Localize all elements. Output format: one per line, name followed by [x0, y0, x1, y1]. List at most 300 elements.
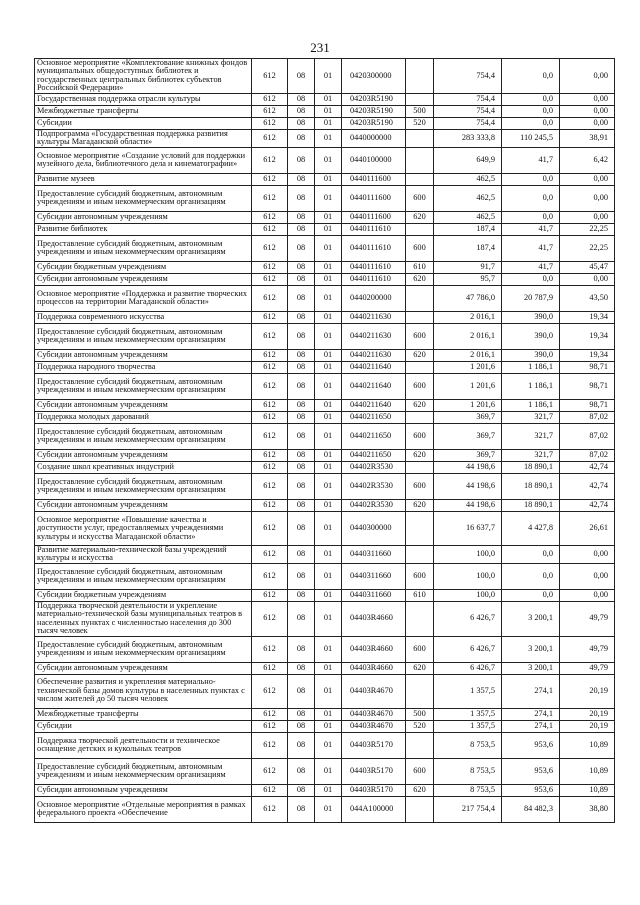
row-execution-percent: 38,80: [560, 796, 615, 822]
row-planned-amount: 44 198,6: [434, 473, 502, 499]
row-subsection-code: 01: [315, 499, 342, 511]
row-section-code: 08: [288, 349, 315, 361]
row-section-code: 08: [288, 211, 315, 223]
row-target-code: 0440211650: [342, 449, 406, 461]
row-planned-amount: 1 357,5: [434, 720, 502, 732]
row-execution-percent: 10,89: [560, 758, 615, 784]
row-section-code: 08: [288, 499, 315, 511]
row-ministry-code: 612: [252, 449, 288, 461]
table-row: [35, 211, 615, 223]
row-execution-percent: 0,00: [560, 273, 615, 285]
row-executed-amount: 0,0: [502, 173, 560, 185]
row-subsection-code: 01: [315, 662, 342, 674]
row-execution-percent: 0,00: [560, 563, 615, 589]
row-name: Предоставление субсидий бюджетным, автономным учреждениям и иным некоммерческим организациям: [35, 373, 252, 399]
row-executed-amount: 18 890,1: [502, 499, 560, 511]
row-target-code: 04203R5190: [342, 117, 406, 129]
row-name: Предоставление субсидий бюджетным, автономным учреждениям и иным некоммерческим организациям: [35, 185, 252, 211]
row-execution-percent: 0,00: [560, 173, 615, 185]
row-subsection-code: 01: [315, 411, 342, 423]
row-planned-amount: 6 426,7: [434, 601, 502, 636]
row-ministry-code: 612: [252, 129, 288, 147]
row-ministry-code: 612: [252, 361, 288, 373]
row-name: Поддержка современного искусства: [35, 311, 252, 323]
row-execution-percent: 10,89: [560, 784, 615, 796]
row-name: Основное мероприятие «Повышение качества и доступности услуг, предоставляемых учреждениями культуры и искусства Магаданской области»: [35, 511, 252, 545]
row-name: Субсидии бюджетным учреждениям: [35, 261, 252, 273]
row-name: Предоставление субсидий бюджетным, автономным учреждениям и иным некоммерческим организациям: [35, 423, 252, 449]
row-expense-type: [406, 411, 434, 423]
row-executed-amount: 1 186,1: [502, 373, 560, 399]
row-ministry-code: 612: [252, 235, 288, 261]
row-executed-amount: 41,7: [502, 223, 560, 235]
row-subsection-code: 01: [315, 223, 342, 235]
row-section-code: 08: [288, 117, 315, 129]
row-execution-percent: 45,47: [560, 261, 615, 273]
row-subsection-code: 01: [315, 758, 342, 784]
table-row: [35, 674, 615, 708]
row-executed-amount: 321,7: [502, 411, 560, 423]
row-planned-amount: 283 333,8: [434, 129, 502, 147]
row-section-code: 08: [288, 449, 315, 461]
row-planned-amount: 369,7: [434, 449, 502, 461]
row-executed-amount: 0,0: [502, 545, 560, 563]
row-subsection-code: 01: [315, 461, 342, 473]
row-executed-amount: 3 200,1: [502, 601, 560, 636]
row-target-code: 0440100000: [342, 147, 406, 173]
row-expense-type: 600: [406, 473, 434, 499]
row-name: Субсидии автономным учреждениям: [35, 784, 252, 796]
row-section-code: 08: [288, 473, 315, 499]
row-planned-amount: 8 753,5: [434, 758, 502, 784]
row-name: Субсидии автономным учреждениям: [35, 449, 252, 461]
row-executed-amount: 274,1: [502, 720, 560, 732]
row-section-code: 08: [288, 589, 315, 601]
row-ministry-code: 612: [252, 273, 288, 285]
row-execution-percent: 42,74: [560, 473, 615, 499]
row-ministry-code: 612: [252, 223, 288, 235]
row-target-code: 0440111600: [342, 211, 406, 223]
row-execution-percent: 6,42: [560, 147, 615, 173]
row-execution-percent: 0,00: [560, 117, 615, 129]
row-executed-amount: 0,0: [502, 185, 560, 211]
row-execution-percent: 0,00: [560, 589, 615, 601]
row-section-code: 08: [288, 373, 315, 399]
row-expense-type: [406, 361, 434, 373]
row-subsection-code: 01: [315, 323, 342, 349]
row-executed-amount: 0,0: [502, 563, 560, 589]
row-name: Поддержка народного творчества: [35, 361, 252, 373]
row-target-code: 04203R5190: [342, 105, 406, 117]
row-subsection-code: 01: [315, 473, 342, 499]
row-expense-type: [406, 601, 434, 636]
row-expense-type: 620: [406, 349, 434, 361]
row-target-code: 0440211640: [342, 361, 406, 373]
row-execution-percent: 22,25: [560, 223, 615, 235]
row-executed-amount: 4 427,8: [502, 511, 560, 545]
row-name: Поддержка творческой деятельности и укрепление материально-технической базы муниципальных театров в населенных пунктах с численностью населения до 300 тысяч человек: [35, 601, 252, 636]
row-planned-amount: 1 201,6: [434, 373, 502, 399]
row-section-code: 08: [288, 636, 315, 662]
row-section-code: 08: [288, 563, 315, 589]
row-target-code: 04403R4660: [342, 601, 406, 636]
row-subsection-code: 01: [315, 732, 342, 758]
row-subsection-code: 01: [315, 784, 342, 796]
row-section-code: 08: [288, 708, 315, 720]
row-executed-amount: 0,0: [502, 93, 560, 105]
row-execution-percent: 43,50: [560, 285, 615, 311]
table-row: [35, 784, 615, 796]
row-target-code: 0440111600: [342, 173, 406, 185]
row-name: Субсидии автономным учреждениям: [35, 273, 252, 285]
row-subsection-code: 01: [315, 399, 342, 411]
row-target-code: 0440211650: [342, 423, 406, 449]
row-expense-type: 600: [406, 636, 434, 662]
row-expense-type: [406, 511, 434, 545]
row-executed-amount: 0,0: [502, 211, 560, 223]
row-execution-percent: 49,79: [560, 636, 615, 662]
row-ministry-code: 612: [252, 261, 288, 273]
row-planned-amount: 754,4: [434, 105, 502, 117]
row-target-code: 0440111610: [342, 273, 406, 285]
row-planned-amount: 754,4: [434, 59, 502, 94]
row-target-code: 04403R4670: [342, 708, 406, 720]
row-section-code: 08: [288, 461, 315, 473]
row-name: Предоставление субсидий бюджетным, автономным учреждениям и иным некоммерческим организациям: [35, 758, 252, 784]
row-planned-amount: 369,7: [434, 411, 502, 423]
row-ministry-code: 612: [252, 311, 288, 323]
row-ministry-code: 612: [252, 511, 288, 545]
table-row: [35, 185, 615, 211]
row-target-code: 0440211630: [342, 311, 406, 323]
row-section-code: 08: [288, 758, 315, 784]
row-expense-type: 600: [406, 758, 434, 784]
row-name: Субсидии автономным учреждениям: [35, 211, 252, 223]
row-section-code: 08: [288, 720, 315, 732]
row-section-code: 08: [288, 601, 315, 636]
table-row: [35, 235, 615, 261]
row-expense-type: 520: [406, 117, 434, 129]
row-execution-percent: 20,19: [560, 674, 615, 708]
table-row: [35, 173, 615, 185]
table-row: [35, 223, 615, 235]
row-target-code: 04402R3530: [342, 461, 406, 473]
row-section-code: 08: [288, 285, 315, 311]
row-expense-type: 600: [406, 185, 434, 211]
row-executed-amount: 41,7: [502, 261, 560, 273]
row-expense-type: 620: [406, 399, 434, 411]
row-planned-amount: 1 357,5: [434, 708, 502, 720]
row-name: Межбюджетные трансферты: [35, 708, 252, 720]
row-ministry-code: 612: [252, 708, 288, 720]
table-row: [35, 563, 615, 589]
row-planned-amount: 649,9: [434, 147, 502, 173]
row-target-code: 04203R5190: [342, 93, 406, 105]
row-subsection-code: 01: [315, 147, 342, 173]
row-execution-percent: 42,74: [560, 461, 615, 473]
row-execution-percent: 98,71: [560, 373, 615, 399]
row-execution-percent: 87,02: [560, 423, 615, 449]
table-row: [35, 411, 615, 423]
row-target-code: 04403R5170: [342, 732, 406, 758]
table-row: [35, 323, 615, 349]
row-executed-amount: 953,6: [502, 784, 560, 796]
row-expense-type: [406, 59, 434, 94]
row-execution-percent: 20,19: [560, 708, 615, 720]
row-expense-type: 620: [406, 499, 434, 511]
row-name: Создание школ креативных индустрий: [35, 461, 252, 473]
row-target-code: 0440211640: [342, 373, 406, 399]
row-planned-amount: 1 357,5: [434, 674, 502, 708]
row-execution-percent: 38,91: [560, 129, 615, 147]
row-ministry-code: 612: [252, 758, 288, 784]
row-ministry-code: 612: [252, 636, 288, 662]
row-planned-amount: 1 201,6: [434, 361, 502, 373]
row-name: Подпрограмма «Государственная поддержка развития культуры Магаданской области»: [35, 129, 252, 147]
row-section-code: 08: [288, 273, 315, 285]
row-execution-percent: 0,00: [560, 59, 615, 94]
row-subsection-code: 01: [315, 311, 342, 323]
row-target-code: 0440000000: [342, 129, 406, 147]
row-planned-amount: 95,7: [434, 273, 502, 285]
row-subsection-code: 01: [315, 636, 342, 662]
row-subsection-code: 01: [315, 449, 342, 461]
row-name: Основное мероприятие «Создание условий для поддержки музейного дела, библиотечного дела и кинематографии»: [35, 147, 252, 173]
row-name: Государственная поддержка отрасли культуры: [35, 93, 252, 105]
page-number: 231: [310, 40, 330, 55]
row-expense-type: [406, 129, 434, 147]
row-planned-amount: 91,7: [434, 261, 502, 273]
row-subsection-code: 01: [315, 423, 342, 449]
table-row: [35, 449, 615, 461]
row-section-code: 08: [288, 223, 315, 235]
row-section-code: 08: [288, 411, 315, 423]
row-section-code: 08: [288, 399, 315, 411]
row-target-code: 04403R4670: [342, 720, 406, 732]
row-subsection-code: 01: [315, 93, 342, 105]
row-planned-amount: 2 016,1: [434, 323, 502, 349]
row-section-code: 08: [288, 796, 315, 822]
row-subsection-code: 01: [315, 285, 342, 311]
row-planned-amount: 100,0: [434, 589, 502, 601]
row-ministry-code: 612: [252, 147, 288, 173]
row-target-code: 0440300000: [342, 511, 406, 545]
row-expense-type: 620: [406, 784, 434, 796]
row-name: Предоставление субсидий бюджетным, автономным учреждениям и иным некоммерческим организациям: [35, 323, 252, 349]
row-expense-type: 520: [406, 720, 434, 732]
row-name: Предоставление субсидий бюджетным, автономным учреждениям и иным некоммерческим организациям: [35, 473, 252, 499]
row-expense-type: [406, 461, 434, 473]
row-expense-type: 620: [406, 211, 434, 223]
row-section-code: 08: [288, 147, 315, 173]
row-target-code: 0440111610: [342, 223, 406, 235]
row-executed-amount: 41,7: [502, 235, 560, 261]
table-row: [35, 708, 615, 720]
row-planned-amount: 6 426,7: [434, 662, 502, 674]
row-expense-type: 610: [406, 261, 434, 273]
row-section-code: 08: [288, 361, 315, 373]
row-planned-amount: 369,7: [434, 423, 502, 449]
row-subsection-code: 01: [315, 361, 342, 373]
table-row: [35, 93, 615, 105]
row-subsection-code: 01: [315, 563, 342, 589]
row-target-code: 04403R4660: [342, 662, 406, 674]
table-row: [35, 473, 615, 499]
row-expense-type: 600: [406, 373, 434, 399]
row-name: Основное мероприятие «Комплектование книжных фондов муниципальных общедоступных библиотек и государственных центральных библиотек субъектов Российской Федерации»: [35, 59, 252, 94]
table-row: [35, 105, 615, 117]
row-execution-percent: 87,02: [560, 411, 615, 423]
row-target-code: 0440111600: [342, 185, 406, 211]
row-subsection-code: 01: [315, 511, 342, 545]
row-ministry-code: 612: [252, 349, 288, 361]
row-expense-type: 500: [406, 708, 434, 720]
table-row: [35, 59, 615, 94]
row-executed-amount: 18 890,1: [502, 473, 560, 499]
row-name: Субсидии: [35, 117, 252, 129]
table-row: [35, 720, 615, 732]
row-name: Поддержка творческой деятельности и техническое оснащение детских и кукольных театров: [35, 732, 252, 758]
row-subsection-code: 01: [315, 545, 342, 563]
row-execution-percent: 0,00: [560, 185, 615, 211]
row-ministry-code: 612: [252, 323, 288, 349]
row-name: Субсидии: [35, 720, 252, 732]
table-row: [35, 399, 615, 411]
row-ministry-code: 612: [252, 784, 288, 796]
row-planned-amount: 754,4: [434, 93, 502, 105]
row-executed-amount: 0,0: [502, 273, 560, 285]
row-ministry-code: 612: [252, 173, 288, 185]
row-target-code: 0440311660: [342, 563, 406, 589]
row-subsection-code: 01: [315, 261, 342, 273]
table-row: [35, 758, 615, 784]
row-execution-percent: 19,34: [560, 349, 615, 361]
row-name: Предоставление субсидий бюджетным, автономным учреждениям и иным некоммерческим организациям: [35, 235, 252, 261]
row-name: Основное мероприятие «Поддержка и развитие творческих процессов на территории Магаданской области»: [35, 285, 252, 311]
table-row: [35, 589, 615, 601]
row-expense-type: [406, 796, 434, 822]
row-ministry-code: 612: [252, 117, 288, 129]
table-row: [35, 311, 615, 323]
row-expense-type: [406, 93, 434, 105]
row-executed-amount: 321,7: [502, 423, 560, 449]
row-target-code: 0440111610: [342, 235, 406, 261]
row-execution-percent: 26,61: [560, 511, 615, 545]
row-planned-amount: 2 016,1: [434, 349, 502, 361]
row-subsection-code: 01: [315, 349, 342, 361]
row-executed-amount: 41,7: [502, 147, 560, 173]
row-target-code: 0440311660: [342, 545, 406, 563]
row-name: Развитие материально-технической базы учреждений культуры и искусства: [35, 545, 252, 563]
budget-table: [34, 58, 615, 823]
row-subsection-code: 01: [315, 708, 342, 720]
row-ministry-code: 612: [252, 185, 288, 211]
row-target-code: 0440200000: [342, 285, 406, 311]
row-expense-type: 500: [406, 105, 434, 117]
row-planned-amount: 100,0: [434, 563, 502, 589]
row-executed-amount: 3 200,1: [502, 636, 560, 662]
row-expense-type: [406, 223, 434, 235]
row-section-code: 08: [288, 129, 315, 147]
table-row: [35, 361, 615, 373]
row-executed-amount: 110 245,5: [502, 129, 560, 147]
row-name: Межбюджетные трансферты: [35, 105, 252, 117]
row-execution-percent: 22,25: [560, 235, 615, 261]
row-ministry-code: 612: [252, 285, 288, 311]
row-execution-percent: 49,79: [560, 601, 615, 636]
row-target-code: 044A100000: [342, 796, 406, 822]
row-subsection-code: 01: [315, 720, 342, 732]
row-execution-percent: 42,74: [560, 499, 615, 511]
row-name: Развитие музеев: [35, 173, 252, 185]
row-planned-amount: 2 016,1: [434, 311, 502, 323]
row-execution-percent: 19,34: [560, 311, 615, 323]
row-executed-amount: 274,1: [502, 674, 560, 708]
row-target-code: 0440211640: [342, 399, 406, 411]
row-ministry-code: 612: [252, 461, 288, 473]
row-subsection-code: 01: [315, 129, 342, 147]
table-row: [35, 511, 615, 545]
row-executed-amount: 20 787,9: [502, 285, 560, 311]
row-executed-amount: 390,0: [502, 349, 560, 361]
row-target-code: 0440211630: [342, 323, 406, 349]
row-ministry-code: 612: [252, 601, 288, 636]
row-name: Субсидии автономным учреждениям: [35, 662, 252, 674]
row-section-code: 08: [288, 423, 315, 449]
row-section-code: 08: [288, 173, 315, 185]
row-expense-type: 620: [406, 273, 434, 285]
row-target-code: 0440211650: [342, 411, 406, 423]
row-planned-amount: 462,5: [434, 185, 502, 211]
row-executed-amount: 274,1: [502, 708, 560, 720]
row-subsection-code: 01: [315, 589, 342, 601]
row-section-code: 08: [288, 185, 315, 211]
row-subsection-code: 01: [315, 674, 342, 708]
row-subsection-code: 01: [315, 601, 342, 636]
row-target-code: 0440211630: [342, 349, 406, 361]
row-section-code: 08: [288, 545, 315, 563]
row-planned-amount: 6 426,7: [434, 636, 502, 662]
row-execution-percent: 0,00: [560, 545, 615, 563]
row-planned-amount: 1 201,6: [434, 399, 502, 411]
row-section-code: 08: [288, 511, 315, 545]
row-executed-amount: 84 482,3: [502, 796, 560, 822]
row-name: Субсидии автономным учреждениям: [35, 499, 252, 511]
row-planned-amount: 8 753,5: [434, 732, 502, 758]
row-executed-amount: 953,6: [502, 732, 560, 758]
row-execution-percent: 19,34: [560, 323, 615, 349]
table-row: [35, 273, 615, 285]
row-planned-amount: 462,5: [434, 211, 502, 223]
row-subsection-code: 01: [315, 211, 342, 223]
row-ministry-code: 612: [252, 399, 288, 411]
row-expense-type: 620: [406, 662, 434, 674]
row-planned-amount: 217 754,4: [434, 796, 502, 822]
row-expense-type: [406, 173, 434, 185]
table-row: [35, 499, 615, 511]
row-execution-percent: 87,02: [560, 449, 615, 461]
row-expense-type: [406, 147, 434, 173]
row-target-code: 04402R3530: [342, 473, 406, 499]
row-ministry-code: 612: [252, 720, 288, 732]
table-row: [35, 147, 615, 173]
row-planned-amount: 100,0: [434, 545, 502, 563]
row-target-code: 04403R4670: [342, 674, 406, 708]
row-planned-amount: 44 198,6: [434, 499, 502, 511]
row-name: Развитие библиотек: [35, 223, 252, 235]
row-execution-percent: 98,71: [560, 361, 615, 373]
row-ministry-code: 612: [252, 662, 288, 674]
